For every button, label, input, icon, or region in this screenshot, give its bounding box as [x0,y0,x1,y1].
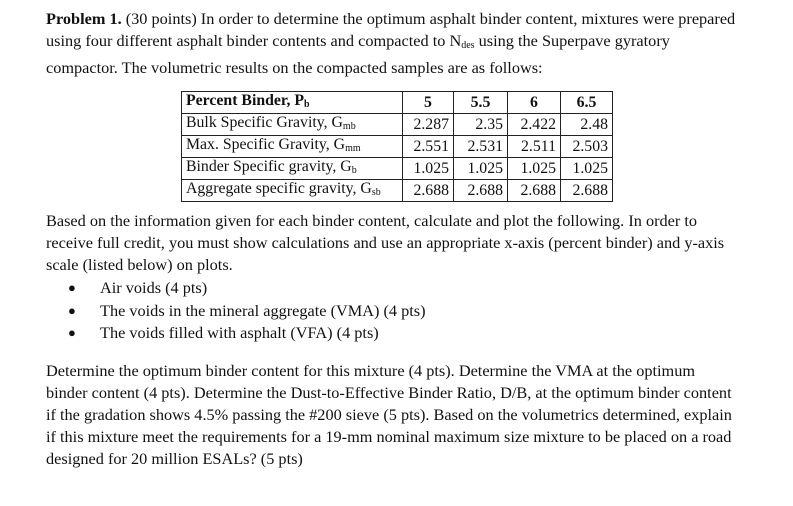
table-cell: 2.688 [403,180,454,202]
table-cell: 2.48 [561,114,613,136]
instructions-line-3: scale (listed below) on plots. [46,255,233,274]
bullet-icon: ● [68,280,76,295]
table-cell: 2.511 [508,136,561,158]
header-cell: 6.5 [561,92,613,114]
list-item: ● Air voids (4 pts) [68,277,426,300]
problem-statement [46,8,735,79]
table-cell: 2.35 [454,114,508,136]
problem-title: Problem 1. [46,9,122,28]
table-header-row [182,92,613,114]
problem-line-1 [46,8,735,30]
row-label: Max. Specific Gravity, $G_{mm}$ [182,136,403,158]
table-cell: 1.025 [561,158,613,180]
row-label: Bulk Specific Gravity, $G_{mb}$ [182,114,403,136]
questions-line-5: designed for 20 million ESALs? (5 pts) [46,449,303,468]
problem-intro-1: (30 points) In order to determine the optimum asphalt binder content, mixtures were prepared [121,9,736,28]
questions-line-4: if this mixture meet the requirements for a 19-mm nominal maximum size mixture to be placed on a road [46,427,732,446]
questions-line-2: binder content (4 pts). Determine the Dust-to-Effective Binder Ratio, D/B, at the optimum binder content [46,383,732,402]
problem-intro-2b: using the Superpave gyratory [474,31,670,50]
table-cell: 2.688 [508,180,561,202]
table-row [182,114,613,136]
table-cell: 2.531 [454,136,508,158]
table-cell: 1.025 [454,158,508,180]
instructions-line-2: receive full credit, you must show calculations and use an appropriate x-axis (percent binder) and y-axis [46,233,725,252]
ndes-subscript: des [461,40,475,51]
table-cell: 2.688 [561,180,613,202]
header-label: Percent Binder, $P_b$ [182,92,403,114]
row-label: Aggregate specific gravity, $G_{sb}$ [182,180,403,202]
bullet-icon: ● [68,325,76,340]
table-cell: 2.551 [403,136,454,158]
instructions-line-1: Based on the information given for each binder content, calculate and plot the following. In order to [46,211,698,230]
instructions [46,210,724,276]
list-item: ● The voids in the mineral aggregate (VMA) (4 pts) [68,300,426,323]
table-row [182,136,613,158]
problem-line-3: compactor. The volumetric results on the compacted samples are as follows: [46,58,543,77]
table-row [182,180,613,202]
list-item: ● The voids filled with asphalt (VFA) (4 pts) [68,322,426,345]
table-cell: 2.287 [403,114,454,136]
volumetric-table [181,91,613,202]
table-cell: 1.025 [403,158,454,180]
problem-line-2 [46,30,735,57]
table-cell: 2.688 [454,180,508,202]
header-cell: 5.5 [454,92,508,114]
questions-line-3: if the gradation shows 4.5% passing the #200 sieve (5 pts). Based on the volumetrics determined, explain [46,405,732,424]
questions [46,360,732,470]
problem-intro-2a: using four different asphalt binder contents and compacted to N [46,31,462,50]
header-cell: 5 [403,92,454,114]
header-cell: 6 [508,92,561,114]
row-label: Binder Specific gravity, $G_b$ [182,158,403,180]
table-cell: 2.503 [561,136,613,158]
bullet-icon: ● [68,302,76,318]
table-cell: 1.025 [508,158,561,180]
plot-list [68,277,426,345]
table-cell: 2.422 [508,114,561,136]
table-row [182,158,613,180]
questions-line-1: Determine the optimum binder content for this mixture (4 pts). Determine the VMA at the optimum [46,361,696,380]
